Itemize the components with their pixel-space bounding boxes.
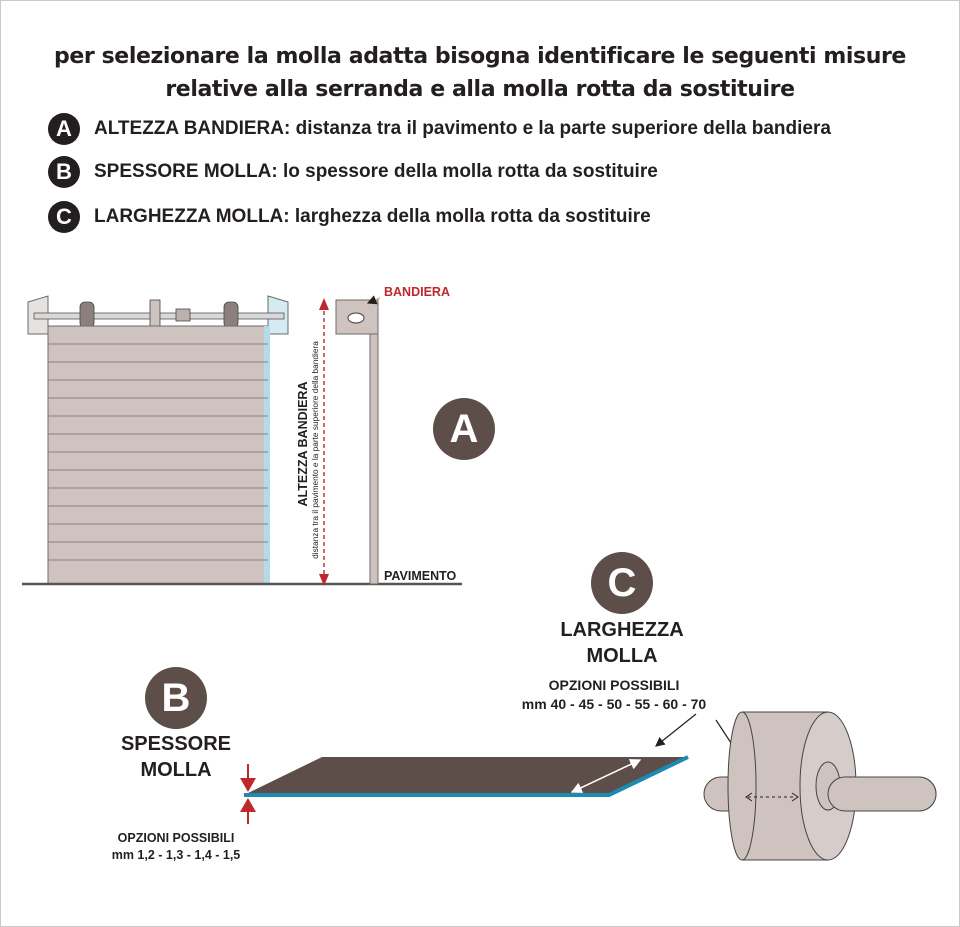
larghezza-title-line-2: MOLLA [586,645,658,667]
altezza-vertical-title: ALTEZZA BANDIERA [296,381,310,507]
spessore-options-values: mm 1,2 - 1,3 - 1,4 - 1,5 [111,848,241,862]
larghezza-options-values: mm 40 - 45 - 50 - 55 - 60 - 70 [521,696,707,712]
larghezza-title-line-1: LARGHEZZA [560,619,684,641]
larghezza-options [484,676,744,714]
spessore-title-line-1: SPESSORE [120,733,232,755]
badge-b: B [48,156,80,188]
legend-desc-c: larghezza della molla rotta da sostituire [289,206,651,227]
title-line-2: relative alla serranda e alla molla rotta da sostituire [165,77,795,102]
pointer-strip-arrow [656,714,696,746]
badge-c: C [48,201,80,233]
altezza-dimension-line [319,298,329,586]
spring-drum [704,712,936,860]
legend-term-a: ALTEZZA BANDIERA: [94,118,291,139]
title-line-1: per selezionare la molla adatta bisogna identificare le seguenti misure [54,44,906,69]
larghezza-options-title: OPZIONI POSSIBILI [548,677,680,693]
badge-c-large: C [591,552,653,614]
shutter-drawing [28,296,288,584]
legend-desc-a: distanza tra il pavimento e la parte superiore della bandiera [290,118,831,139]
legend-term-c: LARGHEZZA MOLLA: [94,206,290,227]
spessore-options [96,830,256,864]
bandiera-label: BANDIERA [384,285,450,299]
legend-desc-b: lo spessore della molla rotta da sostituire [277,161,658,182]
spessore-title [96,731,256,783]
badge-a: A [48,113,80,145]
pavimento-label: PAVIMENTO [384,569,457,583]
badge-a-large: A [433,398,495,460]
bandiera-bracket [336,298,380,584]
altezza-vertical-subtitle: distanza tra il pavimento e la parte superiore della bandiera [310,341,320,559]
spessore-title-line-2: MOLLA [140,759,212,781]
spring-strip [244,757,688,795]
badge-b-large: B [145,667,207,729]
spessore-options-title: OPZIONI POSSIBILI [117,831,235,845]
larghezza-title [532,617,712,669]
legend-term-b: SPESSORE MOLLA: [94,161,278,182]
